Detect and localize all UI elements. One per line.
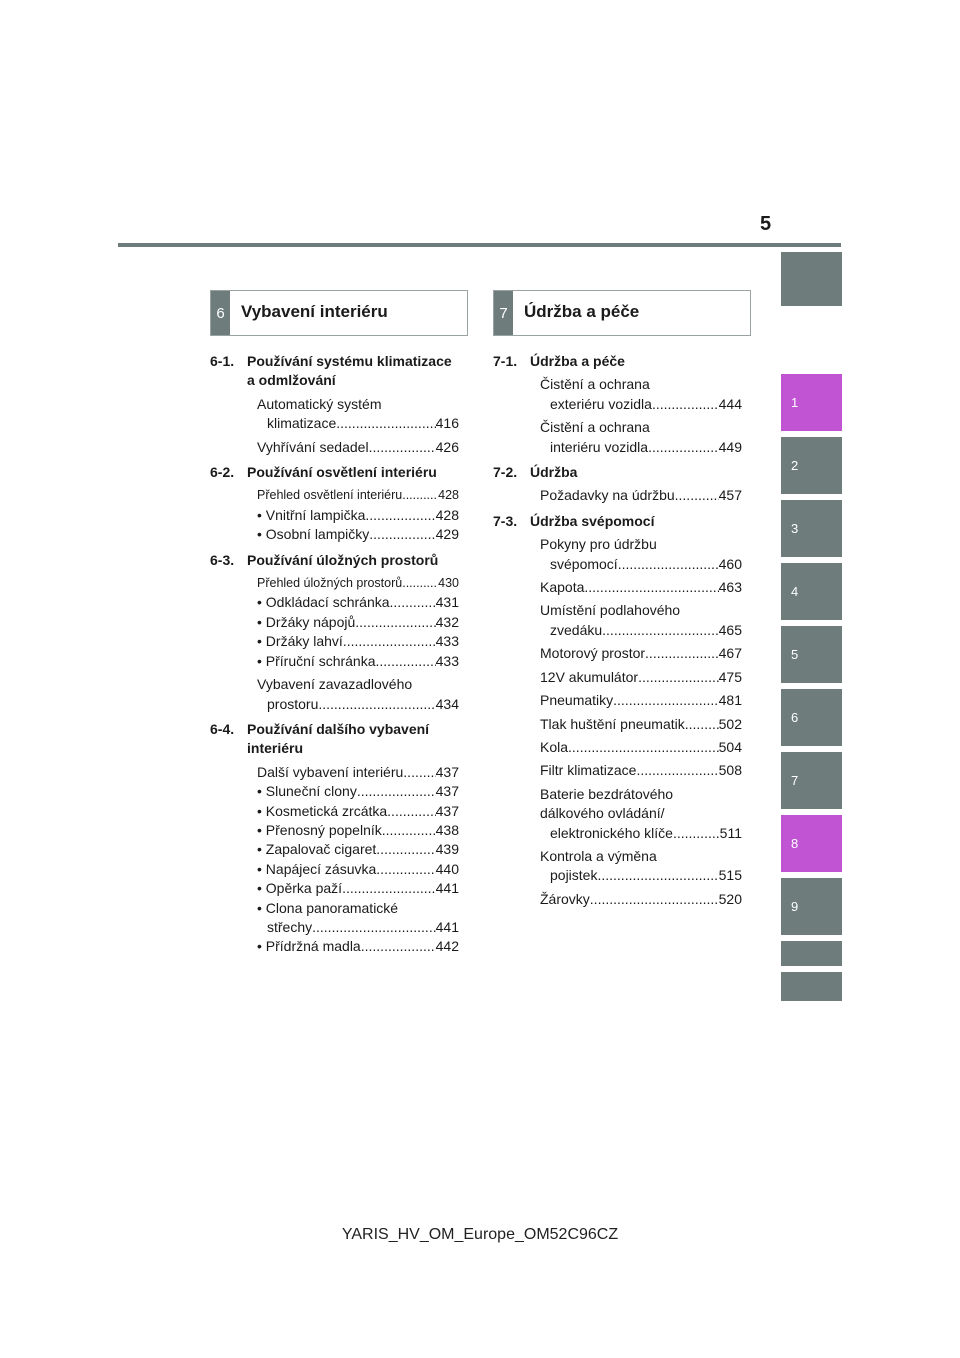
dot-leader [645, 644, 719, 663]
page-ref: 428 [438, 488, 459, 503]
chapter-6-title: Vybavení interiéru [241, 302, 388, 321]
entry-text: • Vnitřní lampička [257, 506, 366, 523]
chapter-tab-6[interactable]: 6 [781, 689, 842, 746]
section-heading[interactable] [493, 512, 742, 531]
dot-leader [355, 613, 435, 632]
section-title-line: interiéru [247, 740, 304, 757]
entry-text-line: dálkového ovládání/ [540, 805, 665, 822]
section-title-line: Používání úložných prostorů [247, 551, 439, 568]
toc-subentry[interactable] [210, 506, 459, 525]
section-heading[interactable] [210, 352, 459, 391]
toc-entry[interactable] [493, 644, 742, 663]
chapter-tab-2[interactable]: 2 [781, 437, 842, 494]
entry-text-line: Pokyny pro údržbu [540, 536, 657, 553]
entry-text-line: Vybavení zavazadlového [257, 676, 413, 693]
section-number: 6-2. [210, 464, 235, 481]
entry-text: • Odkládací schránka [257, 594, 390, 611]
dot-leader [376, 860, 435, 879]
chapter-tab-blank[interactable] [781, 941, 842, 966]
dot-leader [590, 890, 719, 909]
entry-text: • Osobní lampičky [257, 526, 370, 543]
page-ref: 429 [435, 526, 459, 543]
entry-text: Motorový prostor [540, 645, 646, 662]
toc-subentry[interactable] [210, 782, 459, 801]
entry-text: • Příruční schránka [257, 652, 376, 669]
entry-text: Kapota [540, 579, 585, 596]
dot-leader [675, 486, 719, 505]
entry-text: • Držáky nápojů [257, 613, 356, 630]
chapter-6-number: 6 [211, 291, 230, 335]
dot-leader [402, 574, 438, 593]
dot-leader [638, 668, 719, 687]
entry-text: Kola [540, 738, 569, 755]
section-title [530, 463, 577, 482]
page-ref: 434 [435, 695, 459, 712]
dot-leader [369, 438, 436, 457]
toc-subentry[interactable] [210, 879, 459, 898]
chapter-tab-4[interactable]: 4 [781, 563, 842, 620]
toc-subentry[interactable] [210, 821, 459, 840]
chapter-tab-3[interactable]: 3 [781, 500, 842, 557]
dot-leader [336, 414, 435, 433]
entry-text: 12V akumulátor [540, 668, 639, 685]
section-title [530, 512, 654, 531]
chapter-6-contents [210, 352, 459, 957]
toc-entry[interactable] [493, 761, 742, 780]
page-ref: 433 [435, 652, 459, 669]
dot-leader [652, 395, 719, 414]
entry-text-line: • Clona panoramatické [257, 899, 399, 916]
section-heading[interactable] [210, 720, 459, 759]
page-ref: 426 [435, 438, 459, 455]
entry-text: zvedáku [550, 621, 603, 638]
chapter-tab-5[interactable]: 5 [781, 626, 842, 683]
toc-entry[interactable] [210, 486, 459, 505]
page-ref: 437 [435, 802, 459, 819]
section-title-line: Používání osvětlení interiéru [247, 464, 437, 481]
page-ref: 508 [718, 762, 742, 779]
entry-text: střechy [267, 918, 313, 935]
toc-entry[interactable] [493, 418, 742, 457]
entry-text-line: Čistění a ochrana [540, 419, 650, 436]
dot-leader [369, 525, 435, 544]
chapter-tab-7[interactable]: 7 [781, 752, 842, 809]
chapter-7-header [493, 290, 751, 336]
section-title [247, 352, 452, 391]
dot-leader [365, 506, 435, 525]
entry-text: Další vybavení interiéru [257, 763, 404, 780]
page-ref: 440 [435, 860, 459, 877]
entry-text: prostoru [267, 695, 319, 712]
page-ref: 441 [435, 918, 459, 935]
entry-text-line: Kontrola a výměna [540, 847, 657, 864]
dot-leader [357, 782, 436, 801]
toc-subentry[interactable] [210, 840, 459, 859]
dot-leader [618, 555, 719, 574]
chapter-tab-blank[interactable] [781, 252, 842, 306]
toc-entry[interactable] [493, 535, 742, 574]
entry-text: Přehled úložných prostorů [257, 576, 403, 591]
page-ref: 441 [435, 880, 459, 897]
page-ref: 437 [435, 783, 459, 800]
toc-entry[interactable] [493, 601, 742, 640]
dot-leader [342, 879, 436, 898]
entry-text: exteriéru vozidla [550, 395, 652, 412]
dot-leader [387, 802, 435, 821]
page-ref: 439 [435, 841, 459, 858]
entry-text: klimatizace [267, 415, 337, 432]
entry-text: Žárovky [540, 890, 590, 907]
dot-leader [648, 438, 719, 457]
chapter-7-contents [493, 352, 742, 909]
page-ref: 515 [718, 867, 742, 884]
entry-text: • Držáky lahví [257, 633, 343, 650]
document-footer: YARIS_HV_OM_Europe_OM52C96CZ [341, 1226, 619, 1243]
section-title [530, 352, 625, 371]
page-ref: 457 [718, 487, 742, 504]
section-title [247, 720, 429, 759]
section-title-line: Údržba a péče [530, 353, 625, 369]
toc-entry[interactable] [493, 785, 742, 843]
entry-text: Přehled osvětlení interiéru [257, 488, 403, 503]
section-heading[interactable] [493, 352, 742, 371]
chapter-tab-1[interactable]: 1 [781, 374, 842, 431]
section-heading[interactable] [493, 463, 742, 482]
section-number: 7-2. [493, 464, 518, 481]
toc-entry[interactable] [210, 763, 459, 782]
page-ref: 416 [435, 415, 459, 432]
page-ref: 444 [718, 395, 742, 412]
toc-entry[interactable] [493, 375, 742, 414]
page-ref: 433 [435, 633, 459, 650]
dot-leader [597, 866, 718, 885]
page-ref: 481 [718, 692, 742, 709]
dot-leader [343, 632, 436, 651]
dot-leader [312, 918, 436, 937]
dot-leader [602, 621, 718, 640]
toc-subentry[interactable] [210, 899, 459, 938]
dot-leader [673, 824, 720, 843]
page-ref: 502 [718, 715, 742, 732]
section-title [247, 463, 437, 482]
page-ref: 431 [435, 594, 459, 611]
page-ref: 504 [718, 738, 742, 755]
section-number: 7-3. [493, 512, 518, 529]
page-ref: 438 [435, 821, 459, 838]
toc-entry[interactable] [210, 574, 459, 593]
page-ref: 520 [718, 890, 742, 907]
chapter-6-header [210, 290, 468, 336]
toc-entry[interactable] [493, 890, 742, 909]
dot-leader [636, 761, 718, 780]
page-ref: 449 [718, 438, 742, 455]
section-title-line: a odmlžování [247, 372, 336, 389]
dot-leader [361, 937, 436, 956]
toc-subentry[interactable] [210, 632, 459, 651]
entry-text: • Zapalovač cigaret [257, 841, 377, 858]
entry-text-line: Čistění a ochrana [540, 376, 650, 393]
entry-text: Požadavky na údržbu [540, 487, 675, 504]
toc-subentry[interactable] [210, 525, 459, 544]
page-ref: 475 [718, 668, 742, 685]
toc-subentry[interactable] [210, 652, 459, 671]
entry-text: Tlak huštění pneumatik [540, 715, 685, 732]
chapter-7-number: 7 [494, 291, 513, 335]
section-number: 6-3. [210, 551, 235, 568]
page-ref: 511 [719, 824, 742, 841]
toc-entry[interactable] [493, 738, 742, 757]
dot-leader [382, 821, 436, 840]
toc-entry[interactable] [493, 715, 742, 734]
section-number: 6-4. [210, 720, 235, 737]
dot-leader [403, 763, 435, 782]
toc-entry[interactable] [493, 691, 742, 710]
entry-text: Filtr klimatizace [540, 762, 637, 779]
dot-leader [613, 691, 718, 710]
page-ref: 437 [435, 763, 459, 780]
chapter-tab-blank[interactable] [781, 972, 842, 1001]
toc-subentry[interactable] [210, 613, 459, 632]
toc-subentry[interactable] [210, 802, 459, 821]
dot-leader [584, 578, 718, 597]
section-number: 7-1. [493, 353, 518, 369]
section-title [247, 551, 438, 570]
entry-text: • Opěrka paží [257, 880, 343, 897]
entry-text: pojistek [550, 867, 598, 884]
entry-text: interiéru vozidla [550, 438, 649, 455]
entry-text-line: Baterie bezdrátového [540, 785, 674, 802]
chapter-7-title: Údržba a péče [524, 302, 640, 321]
dot-leader [376, 652, 436, 671]
page-ref: 463 [718, 579, 742, 596]
toc-entry[interactable] [210, 395, 459, 434]
toc-subentry[interactable] [210, 937, 459, 956]
chapter-tab-8[interactable]: 8 [781, 815, 842, 872]
toc-entry[interactable] [493, 847, 742, 886]
toc-entry[interactable] [493, 486, 742, 505]
page-ref: 430 [438, 576, 459, 591]
page-number: 5 [760, 213, 772, 235]
page-ref: 460 [718, 555, 742, 572]
toc-entry[interactable] [210, 438, 459, 457]
section-title-line: Údržba svépomocí [530, 512, 655, 529]
entry-text: elektronického klíče [550, 824, 673, 841]
entry-text: • Přídržná madla [257, 938, 361, 955]
dot-leader [402, 486, 438, 505]
dot-leader [685, 715, 719, 734]
dot-leader [318, 695, 435, 714]
entry-text: Pneumatiky [540, 692, 614, 709]
toc-subentry[interactable] [210, 860, 459, 879]
toc-entry[interactable] [493, 578, 742, 597]
entry-text: svépomocí [550, 555, 618, 572]
section-title-line: Používání systému klimatizace [247, 353, 452, 369]
entry-text: • Sluneční clony [257, 783, 357, 800]
entry-text: • Kosmetická zrcátka [257, 802, 388, 819]
entry-text: Vyhřívání sedadel [257, 438, 369, 455]
dot-leader [390, 593, 436, 612]
toc-subentry[interactable] [210, 593, 459, 612]
page-ref: 442 [435, 938, 459, 955]
page-ref: 432 [435, 613, 459, 630]
section-number: 6-1. [210, 353, 235, 369]
dot-leader [376, 840, 435, 859]
page-ref: 465 [718, 621, 742, 638]
entry-text: • Přenosný popelník [257, 821, 382, 838]
header-rule [118, 243, 841, 247]
entry-text-line: Umístění podlahového [540, 602, 681, 619]
page-ref: 428 [435, 506, 459, 523]
section-heading[interactable] [210, 551, 459, 570]
section-title-line: Údržba [530, 464, 578, 481]
toc-entry[interactable] [210, 675, 459, 714]
entry-text-line: Automatický systém [257, 395, 382, 412]
entry-text: • Napájecí zásuvka [257, 860, 377, 877]
section-title-line: Používání dalšího vybavení [247, 720, 430, 737]
page-ref: 467 [718, 645, 742, 662]
chapter-tab-9[interactable]: 9 [781, 878, 842, 935]
toc-entry[interactable] [493, 668, 742, 687]
section-heading[interactable] [210, 463, 459, 482]
dot-leader [568, 738, 719, 757]
